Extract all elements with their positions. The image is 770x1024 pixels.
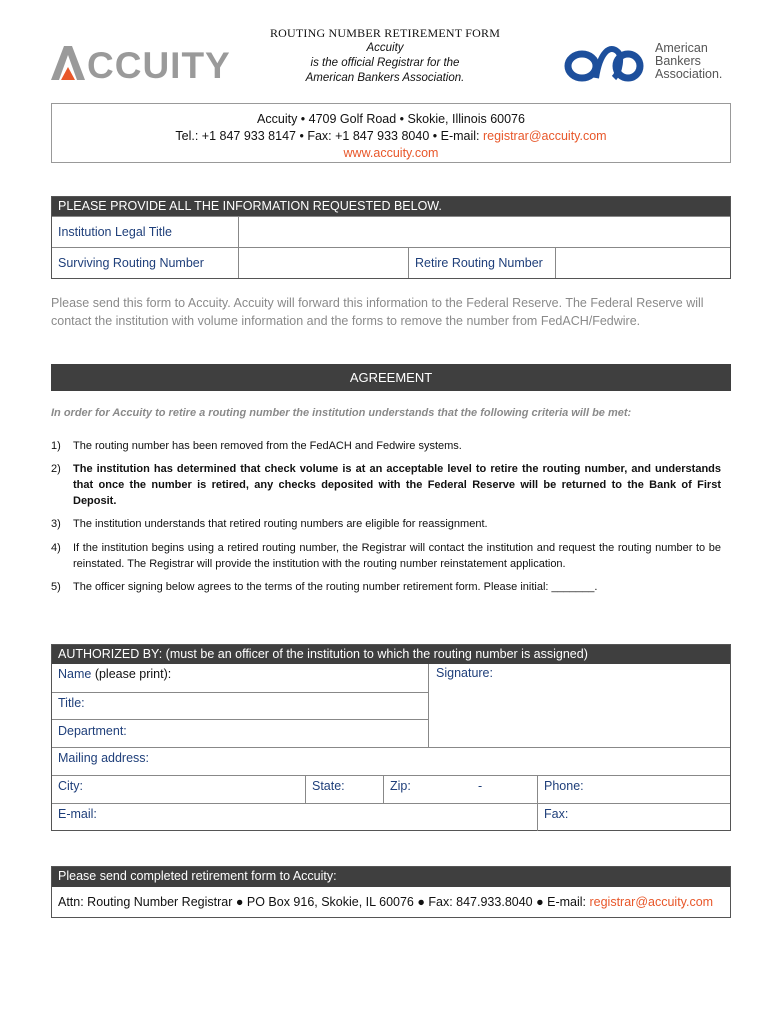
agreement-intro: In order for Accuity to retire a routing number the institution understands that the following criteria will be met: [51,407,632,419]
authorized-by-table [51,644,731,831]
signature-field[interactable]: Signature: [436,666,493,680]
contact-line: Tel.: +1 847 933 8147 • Fax: +1 847 933 8040 • E-mail: registrar@accuity.com [175,129,607,143]
send-instructions [51,866,731,918]
institution-title-field[interactable] [239,217,730,247]
mailing-instructions: Attn: Routing Number Registrar ● PO Box 916, Skokie, IL 60076 ● Fax: 847.933.8040 ● E-mail: registrar@accuity.com [58,895,714,909]
retire-number-field[interactable] [556,248,730,278]
send-header: Please send completed retirement form to Accuity: [52,867,730,887]
email-field[interactable]: E-mail: [58,807,97,821]
title-field[interactable]: Title: [58,696,85,710]
city-field[interactable]: City: [58,779,83,793]
name-field[interactable]: Name (please print): [58,667,172,681]
website-link[interactable]: www.accuity.com [343,146,439,160]
institution-title-label: Institution Legal Title [52,217,239,247]
svg-text:CCUITY: CCUITY [87,45,231,86]
instructions-note: Please send this form to Accuity. Accuity will forward this information to the Federal Reserve. The Federal Reserve will contact the institution with volume information and the forms to remove the number from FedACH/Fedwire. [51,296,704,328]
zip-field[interactable]: Zip: [390,779,411,793]
accuity-logo [47,40,232,88]
surviving-number-field[interactable] [239,248,409,278]
form-title: ROUTING NUMBER RETIREMENT FORM [269,26,501,40]
list-item: 2) The institution has determined that check volume is at an acceptable level to retire the routing number, and understands that once the number is retired, any checks deposited with the Federal Reserve will be returned to the Bank of First Deposit. [51,463,721,507]
registrar-line-3: American Bankers Association. [305,72,465,84]
list-item: 3) The institution understands that retired routing numbers are eligible for reassignment. [51,518,488,530]
state-field[interactable]: State: [312,779,345,793]
address-line: Accuity • 4709 Golf Road • Skokie, Illinois 60076 [257,112,525,126]
registrar-email-link[interactable]: registrar@accuity.com [589,895,714,909]
registrar-line-1: Accuity [366,42,404,54]
fax-field[interactable]: Fax: [544,807,569,821]
mailing-address-field[interactable]: Mailing address: [58,751,150,765]
retire-number-label: Retire Routing Number [409,248,556,278]
email-link[interactable]: registrar@accuity.com [482,129,607,143]
authorized-header: AUTHORIZED BY: (must be an officer of the institution to which the routing number is assigned) [52,645,730,664]
aba-wordmark: American Bankers Association. [655,41,723,81]
info-header: PLEASE PROVIDE ALL THE INFORMATION REQUESTED BELOW. [52,197,730,216]
department-field[interactable]: Department: [58,724,127,738]
institution-info-table [51,196,731,279]
surviving-number-label: Surviving Routing Number [52,248,239,278]
agreement-header: AGREEMENT [51,364,731,391]
aba-logo [560,42,745,86]
zip-dash: - [478,779,483,793]
registrar-line-2: is the official Registrar for the [310,57,460,69]
phone-field[interactable]: Phone: [544,779,584,793]
contact-box [51,103,731,163]
list-item: 1) The routing number has been removed from the FedACH and Fedwire systems. [51,440,462,452]
list-item: 5) The officer signing below agrees to the terms of the routing number retirement form. Please initial: _______. [51,581,598,593]
list-item: 4) If the institution begins using a retired routing number, the Registrar will contact the institution and request the routing number to be reinstated. The Registrar will provide the institution with the routing number reinstatement application. [51,542,721,570]
